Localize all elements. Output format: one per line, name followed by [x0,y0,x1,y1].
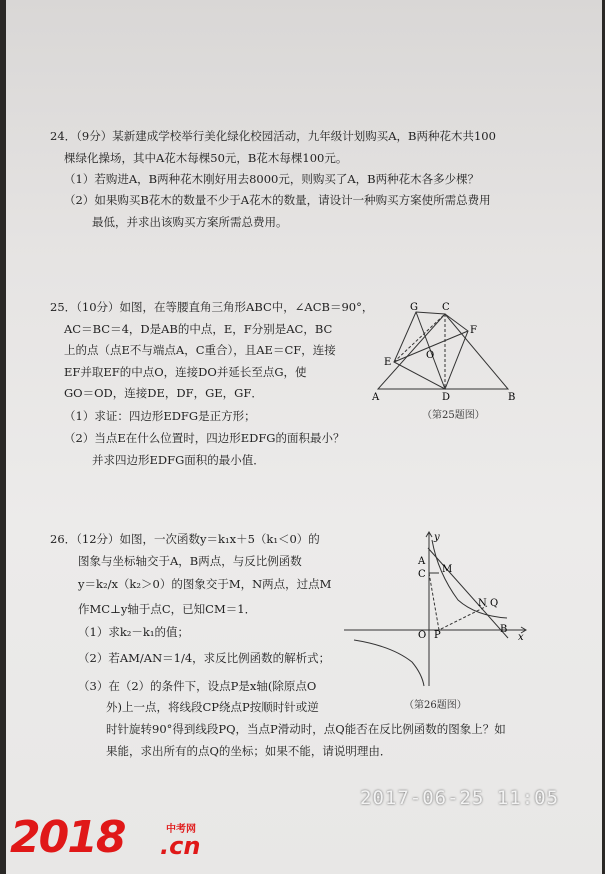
q24-line-3: （1）若购进A，B两种花木刚好用去8000元，则购买了A，B两种花木各多少棵？ [64,172,480,186]
q24-line-5: 最低，并求出该购买方案所需总费用。 [92,215,288,229]
fig26-label-o: O [418,630,427,641]
q24-line-1: 24．（9分）某新建成学校举行美化绿化校园活动，九年级计划购买A，B两种花木共100 [50,129,496,143]
fig25-label-g: G [410,302,418,313]
fig26-label-p: P [434,630,441,641]
fig26-label-q: Q [490,598,499,609]
q26-line-10: 果能，求出所有的点Q的坐标；如果不能，请说明理由． [106,744,392,758]
q25-line-7: （2）当点E在什么位置时，四边形EDFG的面积最小？ [64,431,345,445]
q26-line-7: （3）在（2）的条件下，设点P是x轴(除原点O [78,679,317,693]
q26-line-5: （1）求k₂－k₁的值； [78,625,189,639]
q26-line-3: y＝k₂/x（k₂＞0）的图象交于M，N两点，过点M [78,577,332,591]
logo-main-text: 2018 [10,812,125,863]
fig26-label-y: y [434,532,440,543]
figure-25-caption: （第25题图） [422,410,485,421]
fig25-label-a: A [372,392,380,403]
exam-paper [6,0,602,874]
q24-line-4: （2）如果购买B花木的数量不少于A花木的数量，请设计一种购买方案使所需总费用 [64,193,491,207]
logo-domain-text: .cn [160,832,201,860]
fig25-label-d: D [442,392,451,403]
q25-line-5: GO＝OD，连接DE，DF，GE，GF． [64,386,263,400]
q25-line-4: EF并取EF的中点O，连接DO并延长至点G，使 [64,365,307,379]
q26-line-4: 作MC⊥y轴于点C，已知CM＝1． [78,602,257,616]
logo-sub-text: 中考网 [166,824,196,835]
q25-line-3: 上的点（点E不与端点A，C重合），且AE＝CF，连接 [64,343,336,357]
q25-line-6: （1）求证：四边形EDFG是正方形； [64,409,256,423]
figure-26 [342,528,532,688]
fig25-label-f: F [470,325,477,336]
q25-line-2: AC＝BC＝4，D是AB的中点，E，F分别是AC，BC [64,322,333,336]
figure-26-caption: （第26题图） [404,700,467,711]
fig26-label-m: M [442,564,453,575]
photo-timestamp: 2017-06-25 11:05 [360,787,560,809]
q26-line-9: 时针旋转90°得到线段PQ，当点P滑动时，点Q能否在反比例函数的图象上？如 [106,722,506,736]
fig25-label-o: O [426,350,435,361]
fig26-label-c: C [418,569,426,580]
fig25-label-b: B [508,392,516,403]
fig26-label-b: B [500,624,508,635]
q25-line-1: 25．（10分）如图，在等腰直角三角形ABC中，∠ACB＝90°， [50,300,374,314]
q26-line-2: 图象与坐标轴交于A，B两点，与反比例函数 [78,554,302,568]
fig25-label-c: C [442,302,450,313]
site-logo [10,812,220,870]
q25-line-8: 并求四边形EDFG面积的最小值． [92,453,265,467]
q26-line-6: （2）若AM/AN＝1/4，求反比例函数的解析式； [78,651,331,665]
fig26-label-a: A [418,556,426,567]
q26-line-1: 26．（12分）如图，一次函数y＝k₁x＋5（k₁＜0）的 [50,532,320,546]
fig25-label-e: E [384,357,392,368]
fig26-label-n: N [478,598,487,609]
fig26-label-x: x [518,632,524,643]
figure-25 [366,298,536,408]
q24-line-2: 棵绿化操场，其中A花木每棵50元，B花木每棵100元。 [64,151,348,165]
q26-line-8: 外)上一点，将线段CP绕点P按顺时针或逆 [106,700,319,714]
